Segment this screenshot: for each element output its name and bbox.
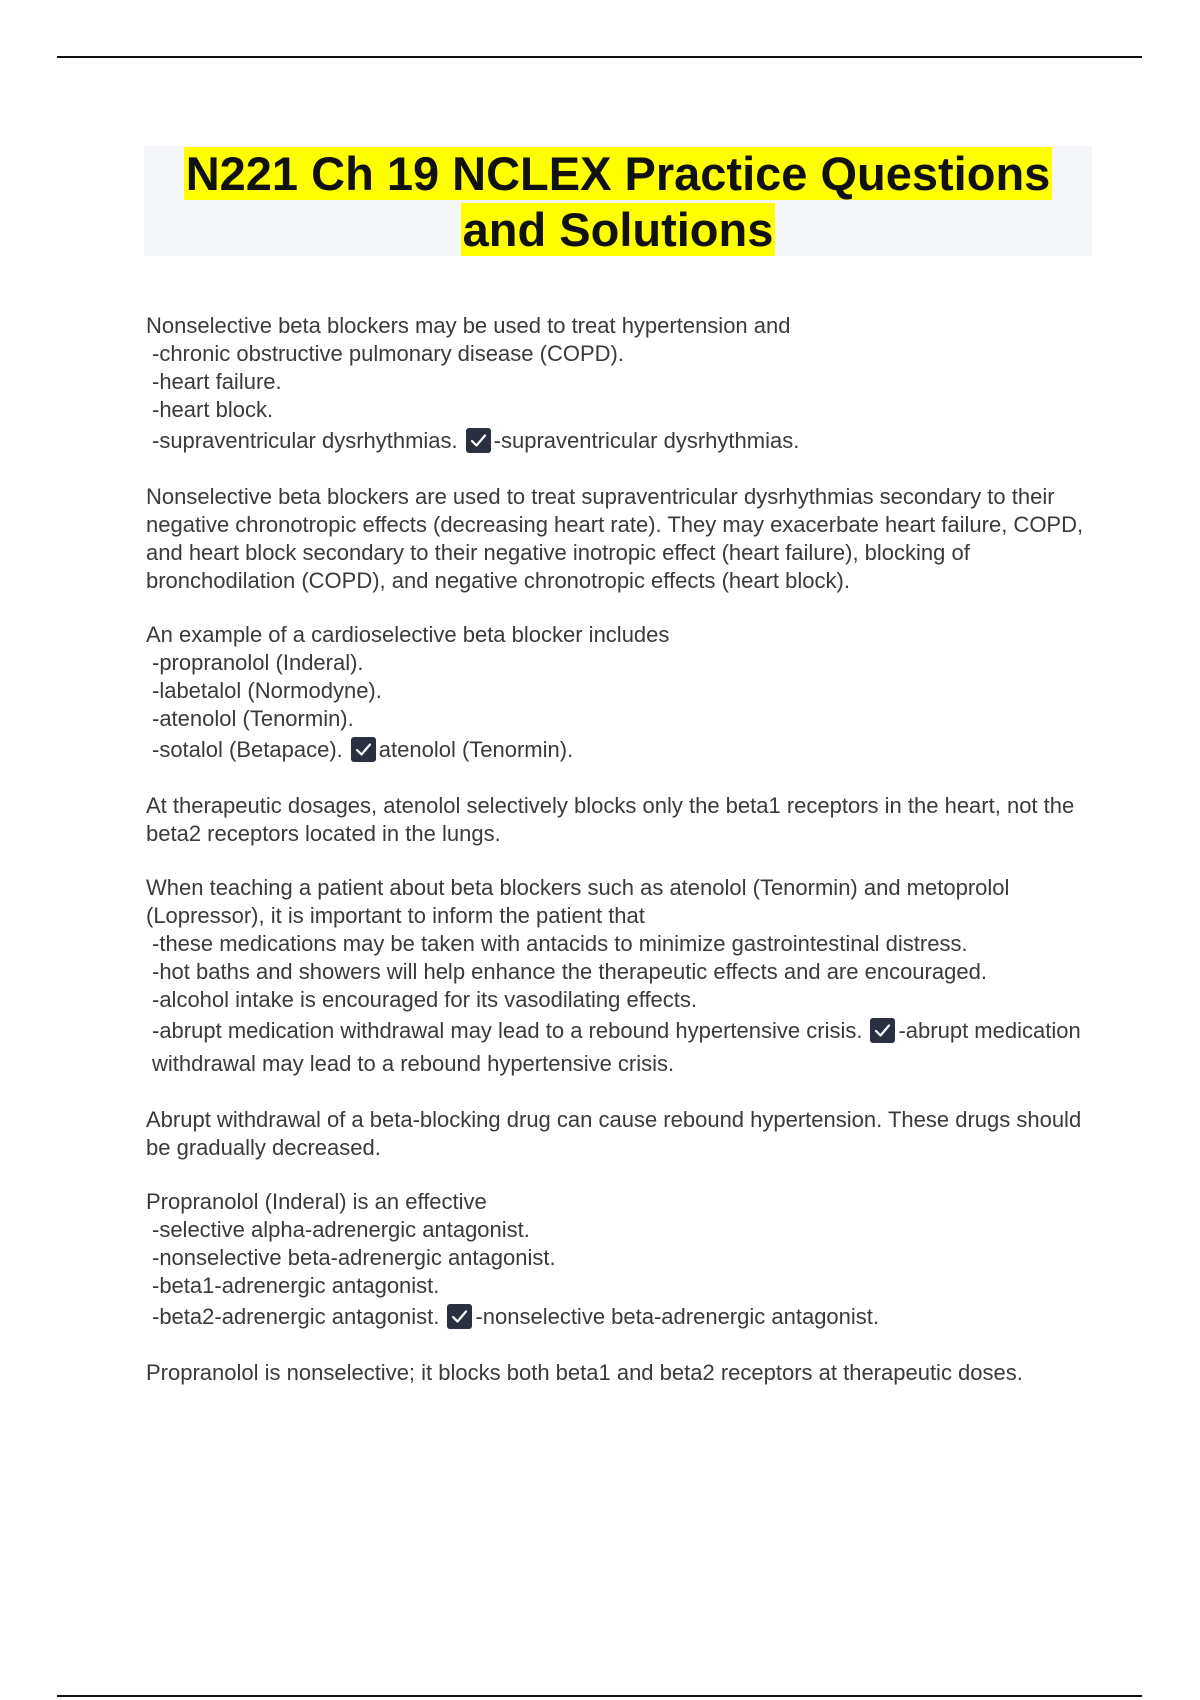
answer-option: -sotalol (Betapace). <box>152 737 343 762</box>
explanation-text: Abrupt withdrawal of a beta-blocking drug can cause rebound hypertension. These drugs should be gradually decreased. <box>146 1107 1082 1160</box>
answer-option: -propranolol (Inderal). <box>152 650 364 675</box>
question-block <box>146 621 1096 766</box>
question-block <box>146 874 1096 1080</box>
answer-option: -selective alpha-adrenergic antagonist. <box>152 1217 530 1242</box>
correct-answer: -abrupt medication withdrawal may lead to a rebound hypertensive crisis. <box>152 1018 1081 1076</box>
title-line-1: N221 Ch 19 NCLEX Practice Questions <box>185 147 1051 200</box>
bottom-rule <box>57 1695 1142 1697</box>
correct-answer: -supraventricular dysrhythmias. <box>493 428 800 453</box>
page-title <box>144 146 1092 258</box>
answer-option: -hot baths and showers will help enhance the therapeutic effects and are encouraged. <box>152 959 987 984</box>
answer-option: -labetalol (Normodyne). <box>152 678 382 703</box>
answer-option-line <box>146 1300 1096 1333</box>
answer-option-line <box>146 424 1096 457</box>
checkmark-icon <box>466 428 491 453</box>
title-band <box>144 146 1092 256</box>
correct-answer: atenolol (Tenormin). <box>378 737 574 762</box>
answer-option: -supraventricular dysrhythmias. <box>152 428 458 453</box>
explanation-text: Propranolol is nonselective; it blocks both beta1 and beta2 receptors at therapeutic doses. <box>146 1360 1023 1385</box>
question-text: Propranolol (Inderal) is an effective <box>146 1189 487 1214</box>
title-line-2: and Solutions <box>462 203 774 256</box>
answer-option: -chronic obstructive pulmonary disease (COPD). <box>152 341 624 366</box>
answer-option: -abrupt medication withdrawal may lead to a rebound hypertensive crisis. <box>152 1018 863 1043</box>
checkmark-icon <box>447 1304 472 1329</box>
explanation-text: At therapeutic dosages, atenolol selectively blocks only the beta1 receptors in the heart, not the beta2 receptors located in the lungs. <box>146 793 1075 846</box>
answer-option-line <box>146 1014 1096 1080</box>
answer-option: -nonselective beta-adrenergic antagonist. <box>152 1245 556 1270</box>
answer-option: -alcohol intake is encouraged for its vasodilating effects. <box>152 987 698 1012</box>
checkmark-icon <box>870 1018 895 1043</box>
answer-option: -atenolol (Tenormin). <box>152 706 354 731</box>
question-text: An example of a cardioselective beta blocker includes <box>146 622 670 647</box>
checkmark-icon <box>351 737 376 762</box>
answer-option: -these medications may be taken with antacids to minimize gastrointestinal distress. <box>152 931 968 956</box>
document-body <box>146 312 1096 1413</box>
question-text: When teaching a patient about beta blockers such as atenolol (Tenormin) and metoprolol (Lopressor), it is important to inform the patient that <box>146 875 1010 928</box>
explanation-text: Nonselective beta blockers are used to treat supraventricular dysrhythmias secondary to their negative chronotropic effects (decreasing heart rate). They may exacerbate heart failure, COPD, and heart block secondary to their negative inotropic effect (heart failure), blocking of bronchodilation (COPD), and negative chronotropic effects (heart block). <box>146 484 1084 593</box>
question-text: Nonselective beta blockers may be used to treat hypertension and <box>146 313 791 338</box>
question-block <box>146 1188 1096 1333</box>
top-rule <box>57 56 1142 58</box>
question-block <box>146 312 1096 457</box>
answer-option: -beta2-adrenergic antagonist. <box>152 1304 440 1329</box>
answer-option: -heart block. <box>152 397 274 422</box>
answer-option: -heart failure. <box>152 369 282 394</box>
correct-answer: -nonselective beta-adrenergic antagonist. <box>475 1304 880 1329</box>
answer-option-line <box>146 733 1096 766</box>
answer-option: -beta1-adrenergic antagonist. <box>152 1273 440 1298</box>
